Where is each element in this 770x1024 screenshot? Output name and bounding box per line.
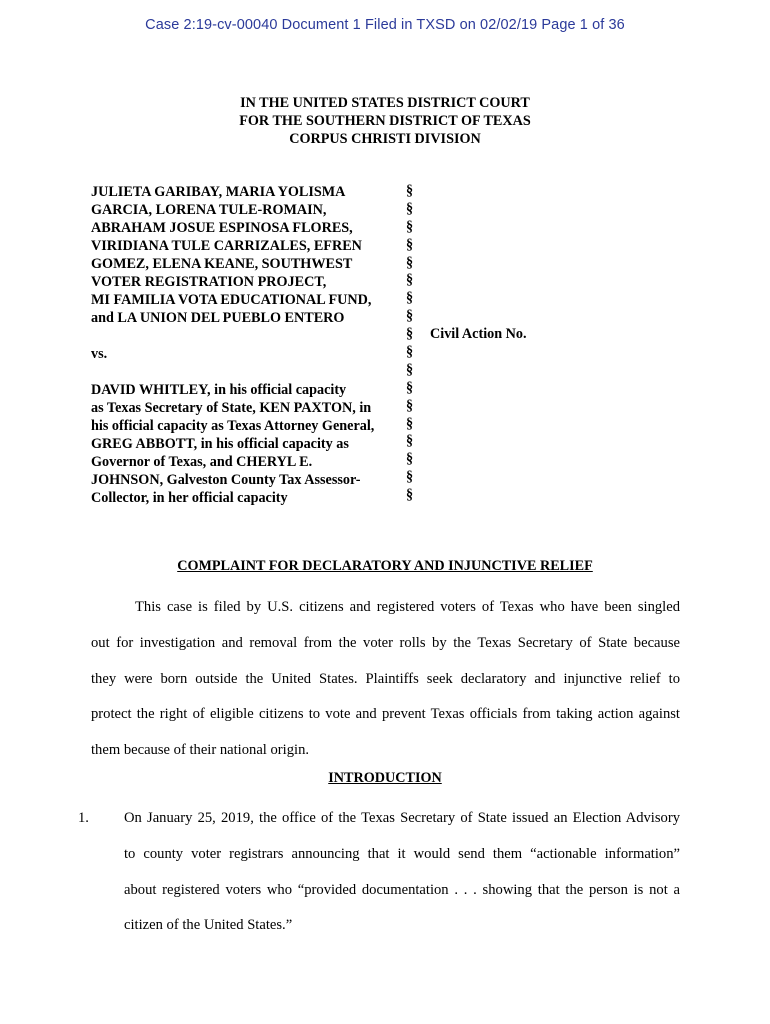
- complaint-title: COMPLAINT FOR DECLARATORY AND INJUNCTIVE RELIEF: [177, 558, 593, 574]
- section-symbol: §: [406, 183, 414, 199]
- plaintiff-line: GARCIA, LORENA TULE-ROMAIN,: [91, 202, 327, 218]
- defendant-line: JOHNSON, Galveston County Tax Assessor-: [91, 472, 361, 488]
- plaintiff-line: JULIETA GARIBAY, MARIA YOLISMA: [91, 184, 346, 200]
- section-symbol: §: [406, 254, 414, 271]
- defendant-line: his official capacity as Texas Attorney General,: [91, 418, 375, 434]
- section-symbol: §: [406, 218, 414, 235]
- section-symbol: §: [406, 451, 414, 468]
- section-symbol: §: [406, 290, 414, 307]
- defendant-line: as Texas Secretary of State, KEN PAXTON, in: [91, 400, 372, 416]
- section-symbol: §: [406, 415, 414, 432]
- section-symbol: §: [406, 379, 414, 396]
- paragraph-line: them because of their national origin.: [91, 742, 310, 759]
- paragraph-line: On January 25, 2019, the office of the Texas Secretary of State issued an Election Advisory: [124, 810, 680, 826]
- court-line-1: IN THE UNITED STATES DISTRICT COURT: [240, 95, 530, 111]
- introduction-heading: INTRODUCTION: [328, 770, 442, 786]
- plaintiff-line: and LA UNION DEL PUEBLO ENTERO: [91, 310, 345, 326]
- section-symbol: §: [406, 326, 414, 343]
- paragraph-body: [124, 801, 680, 944]
- paragraph-line: to county voter registrars announcing that it would send them “actionable information”: [124, 845, 680, 862]
- court-line-3: CORPUS CHRISTI DIVISION: [289, 131, 481, 147]
- section-symbol: §: [406, 236, 414, 253]
- section-symbol: §: [406, 469, 414, 486]
- section-symbol: §: [406, 433, 414, 450]
- defendant-line: DAVID WHITLEY, in his official capacity: [91, 382, 347, 398]
- court-heading: [0, 94, 770, 148]
- section-symbol: §: [406, 200, 414, 217]
- defendant-line: GREG ABBOTT, in his official capacity as: [91, 436, 349, 452]
- section-symbol-column: [406, 183, 420, 505]
- plaintiff-line: MI FAMILIA VOTA EDUCATIONAL FUND,: [91, 292, 372, 308]
- defendant-line: Collector, in her official capacity: [91, 490, 288, 506]
- plaintiff-line: GOMEZ, ELENA KEANE, SOUTHWEST: [91, 256, 353, 272]
- section-symbol: §: [406, 308, 414, 325]
- paragraph-line: This case is filed by U.S. citizens and registered voters of Texas who have been singled: [135, 599, 680, 615]
- paragraph-line: protect the right of eligible citizens to vote and prevent Texas officials from taking action against: [91, 706, 680, 723]
- paragraph-line: they were born outside the United States. Plaintiffs seek declaratory and injunctive relief to: [91, 670, 680, 687]
- section-symbol: §: [406, 361, 414, 378]
- civil-action-number-label: Civil Action No.: [430, 326, 527, 342]
- opening-paragraph: [91, 590, 680, 769]
- ecf-header-stamp: Case 2:19-cv-00040 Document 1 Filed in TXSD on 02/02/19 Page 1 of 36: [145, 17, 625, 33]
- section-symbol: §: [406, 272, 414, 289]
- plaintiff-line: VOTER REGISTRATION PROJECT,: [91, 274, 327, 290]
- plaintiff-line: ABRAHAM JOSUE ESPINOSA FLORES,: [91, 220, 353, 236]
- paragraph-line: out for investigation and removal from the voter rolls by the Texas Secretary of State because: [91, 634, 680, 651]
- paragraph-number: 1.: [78, 810, 89, 826]
- paragraph-line: citizen of the United States.”: [124, 917, 293, 934]
- court-line-2: FOR THE SOUTHERN DISTRICT OF TEXAS: [239, 113, 531, 129]
- section-symbol: §: [406, 344, 414, 361]
- versus-label: vs.: [91, 346, 108, 362]
- paragraph-line: about registered voters who “provided documentation . . . showing that the person is not a: [124, 881, 680, 898]
- section-symbol: §: [406, 397, 414, 414]
- defendant-line: Governor of Texas, and CHERYL E.: [91, 454, 313, 470]
- section-symbol: §: [406, 487, 414, 504]
- case-caption-parties: [91, 183, 411, 507]
- plaintiff-line: VIRIDIANA TULE CARRIZALES, EFREN: [91, 238, 362, 254]
